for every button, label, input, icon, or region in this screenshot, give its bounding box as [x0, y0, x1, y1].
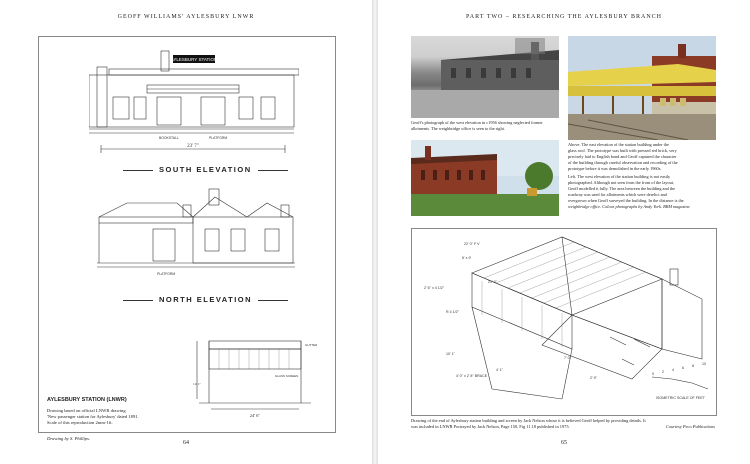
dim-label: 4' 1" [496, 368, 503, 372]
dim-label: 4' 0" x 2' 8" BRACE [456, 374, 488, 378]
caption-line: Geoff modelled it fully. The area between the building and the [568, 186, 676, 191]
north-elevation-drawing [97, 183, 297, 283]
caption-line: Drawing based on official LNWR drawing [47, 408, 126, 413]
scale-number: 8 [692, 364, 694, 368]
label-glass-screen: GLASS SCREEN [275, 374, 299, 378]
isometric-scale [652, 362, 708, 400]
elevations-frame [38, 36, 336, 441]
label-gutter: GUTTER [305, 343, 318, 347]
south-elevation-drawing [89, 45, 299, 167]
screen-dim-bottom: 24' 6" [249, 413, 261, 418]
south-dimension: 23' 7" [187, 144, 199, 149]
caption-line: 'New passenger station for Aylesbury' dated 1891. [47, 414, 139, 419]
caption-title: AYLESBURY STATION (LNWR) [47, 397, 127, 403]
screen-dim-side: 14' 1" [193, 382, 201, 386]
scale-number: 0 [652, 372, 654, 376]
scale-number: 6 [682, 366, 684, 370]
caption-line: roadway was used for allotments which were derelict and [568, 192, 667, 197]
photo-platform-model [568, 36, 716, 140]
label-platform-north: PLATFORM [157, 272, 176, 276]
isometric-drawing-frame [411, 228, 717, 416]
scale-number: 10 [702, 362, 706, 366]
caption-line: was included in LNWR Portrayed by Jack Nelson, Page 150, Fig 11.18 published in 1975. [411, 423, 570, 429]
dim-label: 21' 4" [488, 280, 497, 284]
photo-west-elevation-bw [411, 36, 559, 118]
isometric-drawing [412, 229, 716, 415]
caption-line: weighbridge office. Colour photographs by Andy York. BRM magazine. [568, 204, 691, 209]
label-platform-south: PLATFORM [209, 136, 228, 140]
drawing-credit: Drawing by S. Phillips. [47, 436, 91, 441]
bottom-caption [411, 418, 715, 430]
scale-label: ISOMETRIC SCALE OF FEET [656, 396, 705, 400]
station-sign-text: AYLESBURY STATION [170, 57, 218, 62]
caption-line: Above. The east elevation of the station building under the [568, 142, 669, 147]
bottom-credit: Courtesy Peco Publications [665, 423, 715, 429]
caption-line: of the building through careful observation and recording of the [568, 160, 678, 165]
north-elevation-title: NORTH ELEVATION [159, 295, 253, 304]
screen-drawing [189, 333, 329, 419]
label-bookstall: BOOKSTALL [159, 136, 179, 140]
running-head-left: GEOFF WILLIAMS' AYLESBURY LNWR [117, 14, 255, 20]
caption-line: glass roof. The prototype was built with pressed red brick, very [568, 148, 677, 153]
dim-label: 22' 0" F V [464, 242, 480, 246]
caption-line: prototype before it was demolished in the early 1960s. [568, 166, 662, 171]
folio-left: 64 [183, 440, 189, 446]
caption-line: overgrown when Geoff surveyed the building. In the distance is the [568, 198, 684, 203]
caption-line: Left. The west elevation of the station building is not easily [568, 174, 671, 179]
scale-number: 4 [672, 368, 674, 372]
caption-line: Scale of this reproduction 2mm-1ft. [47, 420, 113, 425]
left-page [0, 0, 372, 464]
caption-bw-photo: Geoff's photograph of the west elevation in c1956 showing neglected former allotments. The weighbridge office is seen to the right. [411, 120, 543, 131]
running-head-right: PART TWO – RESEARCHING THE AYLESBURY BRANCH [466, 14, 662, 20]
caption-line: photographed. Although not seen from the front of the layout, [568, 180, 675, 185]
caption-line: precisely laid to English bond and Geoff captured the character [568, 154, 677, 159]
dim-label: 7' 0" [564, 356, 571, 360]
scale-number: 2 [662, 370, 664, 374]
dim-label: 6' x 9' [462, 256, 472, 260]
dim-label: 2' 6" x 4 1/2" [424, 286, 445, 290]
photo-west-elevation-colour [411, 140, 559, 216]
caption-line: Drawing of the end of Aylesbury station building and screen by Jack Nelson whose it is believed Geoff helped by providing details. It [411, 418, 646, 423]
right-page [378, 0, 750, 464]
south-elevation-title: SOUTH ELEVATION [159, 165, 252, 174]
dim-label: 2' 9" [590, 376, 597, 380]
dim-label: 10' 1" [446, 352, 455, 356]
folio-right: 65 [561, 440, 567, 446]
dim-label: R 4 1/2" [446, 310, 459, 314]
